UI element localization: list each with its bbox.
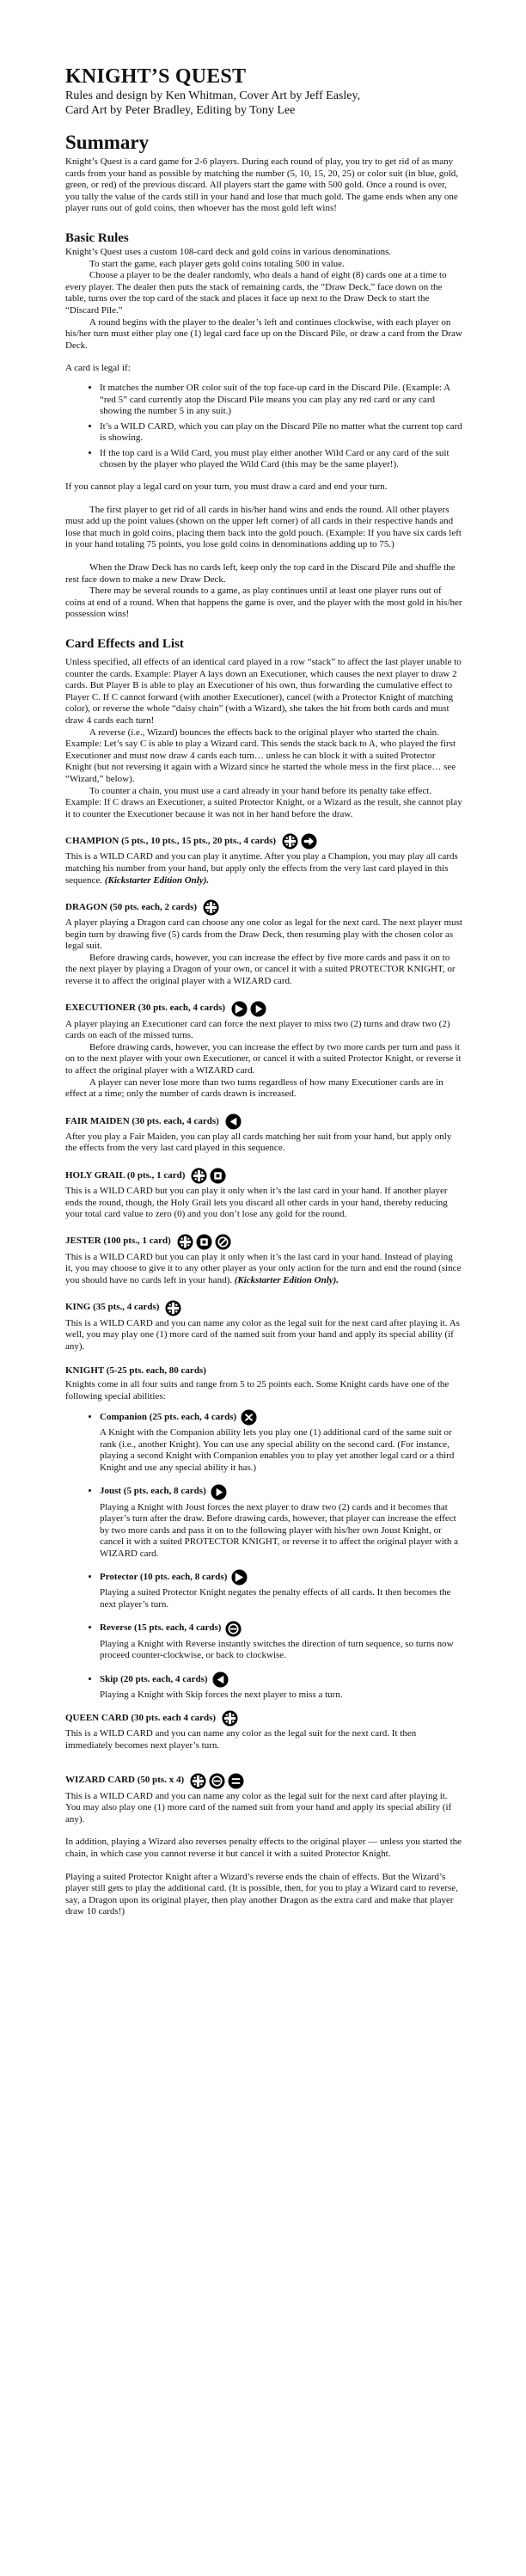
card-champion-text: This is a WILD CARD and you can play it anytime. After you play a Champion, you may play all cards matching his number from your hand, but apply only the effects from the very last card played in this sequence. (65, 851, 458, 886)
double-play-icon (231, 1001, 248, 1017)
card-fair-maiden-name: FAIR MAIDEN (30 pts. each, 4 cards) (65, 1115, 219, 1126)
basic-para-3: A round begins with the player to the dealer’s left and continues clockwise, with each player on his/her turn must either play one (1) legal card face up on the Discard Pile, or draw a card from the Draw Deck. (65, 316, 462, 351)
ability-companion-name: • Companion (25 pts. each, 4 cards) (100, 1411, 237, 1422)
card-holy-grail (65, 1168, 462, 1221)
legal-intro: A card is legal if: (65, 363, 131, 374)
list-item (100, 1621, 462, 1662)
arrow-right-icon (301, 833, 317, 849)
card-dragon-text-1: A player playing a Dragon card can choose any one color as legal for the next card. The next player must begin turn by drawing five (5) cards from the Draw Deck, then resuming play with the chosen color as legal suit. (65, 917, 462, 952)
ability-skip-name: • Skip (20 pts. each, 4 cards) (100, 1673, 208, 1684)
card-jester-name: JESTER (100 pts., 1 card) (65, 1236, 171, 1247)
summary-heading: Summary (65, 132, 150, 153)
ability-skip-text: Playing a Knight with Skip forces the next player to miss a turn. (100, 1689, 343, 1700)
card-effects-section (65, 636, 462, 1918)
cross-icon (222, 1710, 238, 1727)
basic-rules-heading: Basic Rules (65, 230, 129, 245)
credits-line-2: Card Art by Peter Bradley, Editing by Tony Lee (65, 103, 296, 117)
list-item: • It’s a WILD CARD, which you can play on the Discard Pile no matter what the current top card is showing. (100, 421, 462, 445)
card-effects-heading: Card Effects and List (65, 637, 184, 651)
minus-circle-icon (209, 1773, 225, 1789)
card-queen (65, 1710, 462, 1751)
ability-reverse-name: • Reverse (15 pts. each, 4 cards) (100, 1622, 222, 1634)
ability-companion-text: A Knight with the Companion ability lets you play one (1) additional card of the same suit or rank (i.e., another Knight). You can use any special ability on the second card. (For instance, playing a second Knight with Companion enables you to play yet another legal card or a third Knight and use any special ability it has.) (100, 1427, 455, 1473)
card-executioner-text-2: Before drawing cards, however, you can increase the effect by two more cards per turn and pass it on to the next player with your own Executioner, or cancel it with a suited Protector Knight, or reverse it to affect the original player with a WIZARD card. (65, 1041, 462, 1076)
knight-abilities-list (65, 1409, 462, 1701)
card-dragon-name: DRAGON (50 pts. each, 2 cards) (65, 901, 198, 912)
back-arrow-icon (225, 1113, 242, 1130)
slash-icon (215, 1234, 231, 1250)
cross-icon (165, 1300, 181, 1316)
card-dragon (65, 899, 462, 988)
card-champion (65, 833, 462, 886)
basic-para-1: To start the game, each player gets gold coins totaling 500 in value. (89, 258, 345, 269)
card-executioner (65, 1001, 462, 1101)
minus-circle-icon (225, 1621, 242, 1637)
card-holy-grail-name: HOLY GRAIL (0 pts., 1 card) (65, 1169, 186, 1181)
card-wizard-name: WIZARD CARD (50 pts. x 4) (65, 1775, 185, 1786)
ability-reverse-text: Playing a Knight with Reverse instantly switches the direction of turn sequence, so turns now proceed counter-clockwise, or back to clockwise. (100, 1638, 454, 1661)
cross-icon (177, 1234, 193, 1250)
card-fair-maiden (65, 1113, 462, 1155)
basic-rules-section (65, 230, 462, 621)
basic-para-4: If you cannot play a legal card on your turn, you must draw a card and end your turn. (65, 481, 388, 493)
card-knight-text: Knights come in all four suits and range from 5 to 25 points each. Some Knight cards have one of the following special abilities: (65, 1378, 450, 1401)
card-executioner-text-3: A player can never lose more than two turns regardless of how many Executioner cards are in effect at a time; only the number of cards drawn is increased. (65, 1076, 443, 1100)
card-executioner-text-1: A player playing an Executioner card can force the next player to miss two (2) turns and draw two (2) cards on each of the missed turns. (65, 1018, 450, 1041)
card-knight (65, 1365, 462, 1701)
card-wizard-text-1: This is a WILD CARD and you can name any color as the legal suit for the next card after playing it. You may also play one (1) more card of the named suit from your hand and apply its special ability (if any). (65, 1790, 452, 1825)
card-jester-text: This is a WILD CARD but you can play it only when it’s the last card in your hand. Instead of playing it, you may choose to give it to any other player as your only action for the turn and end the round (since you should have no cards left in your hand). (65, 1251, 462, 1285)
basic-para-6: When the Draw Deck has no cards left, keep only the top card in the Discard Pile and shuffle the rest face down to make a new Draw Deck. (65, 562, 456, 585)
card-queen-name: QUEEN CARD (30 pts. each 4 cards) (65, 1713, 217, 1724)
list-item (100, 1484, 462, 1561)
basic-intro: Knight’s Quest uses a custom 108-card deck and gold coins in various denominations. (65, 246, 392, 257)
card-king-text: This is a WILD CARD and you can name any color as the legal suit for the next card after playing it. As well, you may play one (1) more card of the named suit from your hand and apply its special ability (if any). (65, 1317, 460, 1352)
list-item: • If the top card is a Wild Card, you must play either another Wild Card or any card of the suit chosen by the player who played the Wild Card (this may be the same player!). (100, 448, 462, 471)
credits (65, 89, 462, 118)
square-icon (196, 1234, 212, 1250)
effects-para-3: To counter a chain, you must use a card already in your hand before its penalty take effect. Example: If C draws an Executioner, a suited Protector Knight, or a Wizard as the result, she cannot play it to counter the Executioner because it was not in her hand before the draw. (65, 785, 462, 819)
ability-joust-text: Playing a Knight with Joust forces the next player to draw two (2) cards and it becomes that player’s turn after the draw. Before drawing cards, however, that player can increase the effect by two more cards and pass it on to the following player with his/her own Joust Knight, or cancel it with a suited PROTECTOR KNIGHT, or reverse it to affect the original player with a WIZARD card. (100, 1501, 458, 1559)
card-king-name: KING (35 pts., 4 cards) (65, 1302, 160, 1313)
card-wizard (65, 1773, 462, 1918)
cross-icon (190, 1773, 206, 1789)
card-queen-text: This is a WILD CARD and you can name any color as the legal suit for the next card. It then immediately becomes next player’s turn. (65, 1728, 417, 1751)
card-champion-header (65, 833, 462, 849)
credits-line-1: Rules and design by Ken Whitman, Cover Art by Jeff Easley, (65, 89, 361, 102)
kickstarter-note: (Kickstarter Edition Only). (104, 874, 210, 886)
equals-icon (228, 1773, 244, 1789)
card-wizard-text-3: Playing a suited Protector Knight after a Wizard’s reverse ends the chain of effects. But the Wizard’s player still gets to play the additional card. (It is possible, then, for you to play a Wizard card to reverse, say, a Dragon upon its original player, then play another Dragon as the extra card and make that player draw 10 cards!) (65, 1871, 458, 1917)
ability-protector-text: Playing a suited Protector Knight negates the penalty effects of all cards. It then becomes the next player’s turn. (100, 1587, 451, 1610)
cross-icon (191, 1168, 207, 1184)
basic-para-2: Choose a player to be the dealer randomly, who deals a hand of eight (8) cards one at a time to every player. The dealer then puts the stack of remaining cards, the “Draw Deck,” face down on the table, turns over the top card of the stack and places it face up next to the Draw Deck to start the “Discard Pile.” (65, 270, 447, 316)
play-icon (211, 1484, 227, 1500)
square-icon (210, 1168, 226, 1184)
effects-para-2: A reverse (i.e., Wizard) bounces the effects back to the original player who started the chain. Example: Let’s say C is able to play a Wizard card. This sends the stack back to A, who played the first Executioner and must now draw 4 cards each turn… unless he can block it with a suited Protector Knight (but not reversing it again with a Wizard since he started the whole mess in the first place… see “Wizard,” below). (65, 727, 456, 784)
card-champion-name: CHAMPION (5 pts., 10 pts., 15 pts., 20 pts., 4 cards) (65, 836, 277, 847)
cross-icon (282, 833, 298, 849)
ability-joust-name: • Joust (5 pts. each, 8 cards) (100, 1486, 206, 1497)
card-dragon-text-2: Before drawing cards, however, you can increase the effect by five more cards and pass it on to the next player by playing a Dragon of your own, or cancel it with a suited PROTECTOR KNIGHT, or reverse it to affect the original player with a WIZARD card. (65, 952, 456, 987)
kickstarter-note: (Kickstarter Edition Only). (234, 1274, 339, 1285)
legal-list (65, 383, 462, 471)
effects-para-1: Unless specified, all effects of an identical card played in a row “stack” to affect the last player unable to counter the cards. Example: Player A lays down an Executioner, which causes the next player to draw 2 cards. But Player B is able to play an Executioner of his own, thus forwarding the cumulative effect to Player C. If C cannot forward (with another Executioner), cancel (with a Protector Knight of matching color), or reverse the whole “daisy chain” (with a Wizard), she takes the hit from both cards and must draw 4 cards each turn! (65, 657, 462, 726)
card-jester (65, 1234, 462, 1287)
card-fair-maiden-text: After you play a Fair Maiden, you can play all cards matching her suit from your hand, but apply only the effects from the very last card played in this sequence. (65, 1131, 452, 1154)
card-executioner-name: EXECUTIONER (30 pts. each, 4 cards) (65, 1003, 226, 1014)
card-king (65, 1300, 462, 1353)
list-item (100, 1409, 462, 1474)
ability-protector-name: • Protector (10 pts. each, 8 cards) (100, 1572, 228, 1583)
play-icon (250, 1001, 266, 1017)
list-item: • It matches the number OR color suit of the top face-up card in the Discard Pile. (Example: A “red 5” card currently atop the Discard Pile means you can play any red card or any card showing the number 5 in any suit.) (100, 383, 462, 418)
back-arrow-icon (212, 1671, 229, 1688)
list-item (100, 1671, 462, 1702)
basic-para-7: There may be several rounds to a game, as play continues until at least one player runs out of coins at end of a round. When that happens the game is over, and the player with the most gold in his/her possession wins! (65, 586, 462, 620)
summary-section (65, 132, 462, 215)
cross-icon (203, 899, 219, 916)
card-knight-name: KNIGHT (5-25 pts. each, 80 cards) (65, 1365, 206, 1377)
summary-text: Knight’s Quest is a card game for 2-6 players. During each round of play, you try to get rid of as many cards from your hand as possible by matching the number (5, 10, 15, 20, 25) or color suit (in blue, gold, green, or red) of the previous discard. All players start the game with 500 gold. Once a round is over, you tally the value of the cards still in your hand and lose that much gold. The game ends when any one player runs out of gold coins, then whoever has the most gold left wins! (65, 156, 459, 214)
list-item (100, 1569, 462, 1610)
card-wizard-text-2: In addition, playing a Wizard also reverses penalty effects to the original player — unless you started the chain, in which case you cannot reverse it but cancel it with a suited Protector Knight. (65, 1837, 462, 1859)
crossed-swords-icon (241, 1409, 257, 1426)
card-holy-grail-text: This is a WILD CARD but you can play it only when it’s the last card in your hand. If another player ends the round, though, the Holy Grail lets you discard all other cards in your hand, thereby reducing your total card value to zero (0) and you don’t lose any gold for the round. (65, 1186, 448, 1220)
game-title: KNIGHT’S QUEST (65, 65, 247, 88)
skip-forward-icon (231, 1569, 248, 1585)
basic-para-5: The first player to get rid of all cards in his/her hand wins and ends the round. All other players must add up the point values (shown on the upper left corner) of all cards in their respective hands and lose that much in gold coins, placing them back into the gold pouch. (Example: If you have six cards left in your hand totaling 75 points, you lose gold coins in denominations adding up to 75.) (65, 504, 462, 550)
